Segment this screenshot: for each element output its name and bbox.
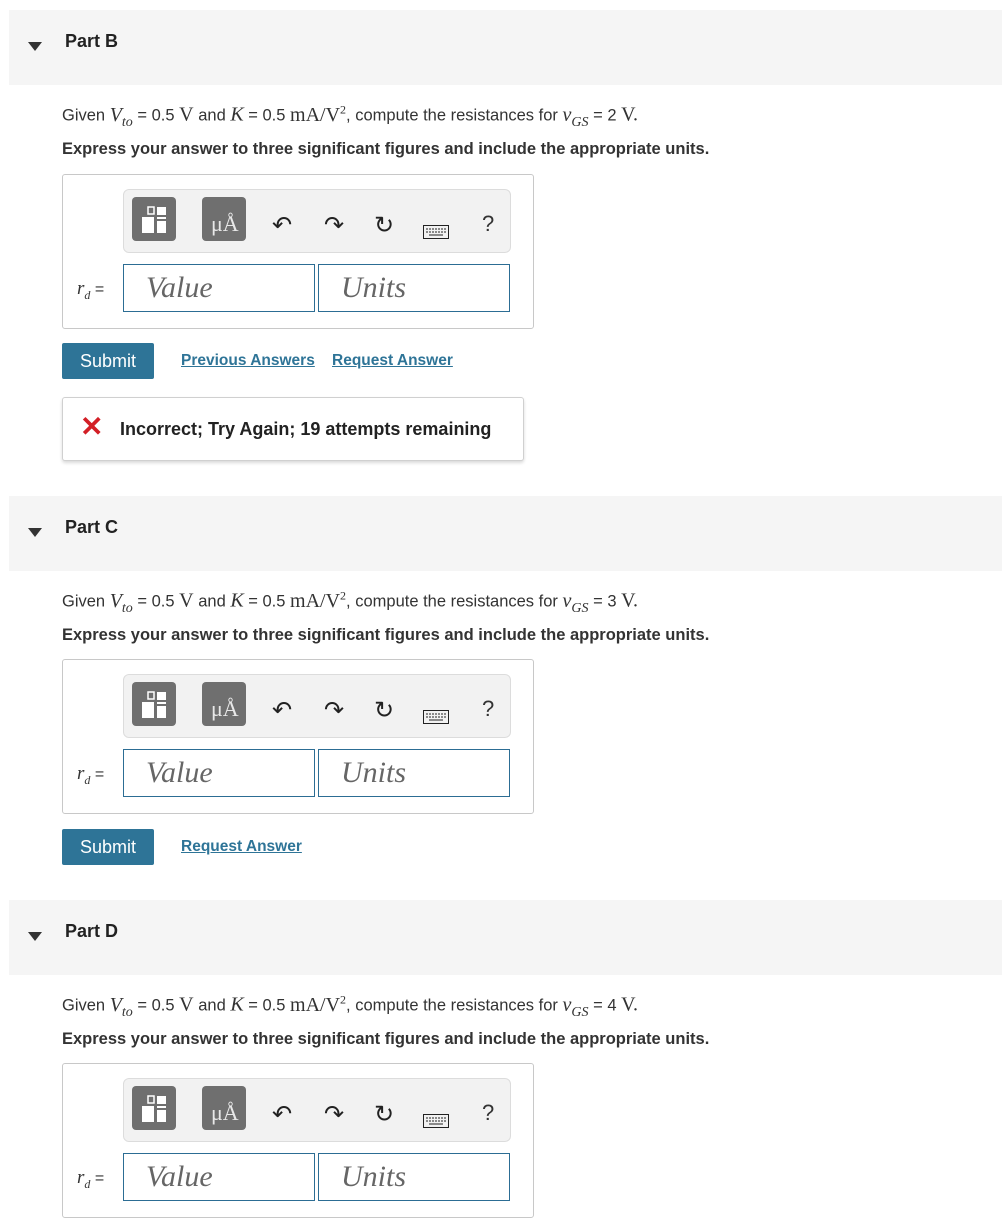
reset-icon[interactable]: ↻	[374, 697, 395, 724]
incorrect-icon: ✕	[80, 411, 104, 442]
units-icon: μÅ	[211, 696, 239, 721]
collapse-triangle-icon[interactable]	[28, 932, 42, 941]
undo-icon[interactable]: ↶	[272, 1101, 293, 1128]
part-c-header[interactable]	[9, 496, 1002, 571]
part-b-header[interactable]	[9, 10, 1002, 85]
instruction-text: Express your answer to three significant figures and include the appropriate units.	[62, 140, 710, 158]
templates-icon	[132, 682, 176, 726]
keyboard-icon[interactable]	[423, 220, 449, 244]
answer-box	[62, 1063, 534, 1218]
submit-button[interactable]: Submit	[62, 829, 154, 865]
value-input[interactable]: Value	[123, 264, 315, 312]
redo-icon[interactable]: ↷	[324, 212, 345, 239]
templates-button[interactable]	[132, 197, 176, 241]
answer-label: $r_d$ =	[77, 278, 105, 302]
previous-answers-link[interactable]: Previous Answers	[181, 352, 315, 369]
part-title: Part B	[65, 31, 119, 51]
answer-label: $r_d$ =	[77, 1167, 105, 1191]
units-button[interactable]	[202, 682, 246, 726]
math-toolbar	[123, 189, 511, 253]
value-input[interactable]: Value	[123, 749, 315, 797]
keyboard-icon[interactable]	[423, 1109, 449, 1133]
undo-icon[interactable]: ↶	[272, 212, 293, 239]
part-title: Part C	[65, 517, 119, 537]
undo-icon[interactable]: ↶	[272, 697, 293, 724]
collapse-triangle-icon[interactable]	[28, 42, 42, 51]
templates-icon	[132, 1086, 176, 1130]
request-answer-link[interactable]: Request Answer	[181, 838, 302, 855]
answer-box	[62, 659, 534, 814]
units-button[interactable]	[202, 197, 246, 241]
templates-button[interactable]	[132, 682, 176, 726]
templates-icon	[132, 197, 176, 241]
units-button[interactable]	[202, 1086, 246, 1130]
redo-icon[interactable]: ↷	[324, 1101, 345, 1128]
answer-box	[62, 174, 534, 329]
part-d-header[interactable]	[9, 900, 1002, 975]
feedback-box	[62, 397, 524, 461]
answer-label: $r_d$ =	[77, 763, 105, 787]
question-text: Given $V_{to} = 0.5$ V and K = 0.5 $mA/V^2$, compute the resistances for $v_{GS} = 4$ V.	[62, 992, 638, 1020]
math-toolbar	[123, 674, 511, 738]
math-toolbar	[123, 1078, 511, 1142]
reset-icon[interactable]: ↻	[374, 212, 395, 239]
units-input[interactable]: Units	[318, 1153, 510, 1201]
instruction-text: Express your answer to three significant figures and include the appropriate units.	[62, 626, 710, 644]
reset-icon[interactable]: ↻	[374, 1101, 395, 1128]
units-input[interactable]: Units	[318, 749, 510, 797]
units-input[interactable]: Units	[318, 264, 510, 312]
request-answer-link[interactable]: Request Answer	[332, 352, 453, 369]
instruction-text: Express your answer to three significant figures and include the appropriate units.	[62, 1030, 710, 1048]
keyboard-icon[interactable]	[423, 705, 449, 729]
templates-button[interactable]	[132, 1086, 176, 1130]
submit-button[interactable]: Submit	[62, 343, 154, 379]
units-icon: μÅ	[211, 211, 239, 236]
question-text: Given $V_{to} = 0.5$ V and K = 0.5 $mA/V^2$, compute the resistances for $v_{GS} = 3$ V.	[62, 588, 638, 616]
part-title: Part D	[65, 921, 119, 941]
redo-icon[interactable]: ↷	[324, 697, 345, 724]
units-icon: μÅ	[211, 1100, 239, 1125]
collapse-triangle-icon[interactable]	[28, 528, 42, 537]
help-icon[interactable]: ?	[482, 696, 495, 721]
value-input[interactable]: Value	[123, 1153, 315, 1201]
help-icon[interactable]: ?	[482, 211, 495, 236]
feedback-message: Incorrect; Try Again; 19 attempts remaining	[120, 419, 492, 439]
help-icon[interactable]: ?	[482, 1100, 495, 1125]
question-text: Given $V_{to} = 0.5$ V and K = 0.5 $mA/V^2$, compute the resistances for $v_{GS} = 2$ V.	[62, 102, 638, 130]
